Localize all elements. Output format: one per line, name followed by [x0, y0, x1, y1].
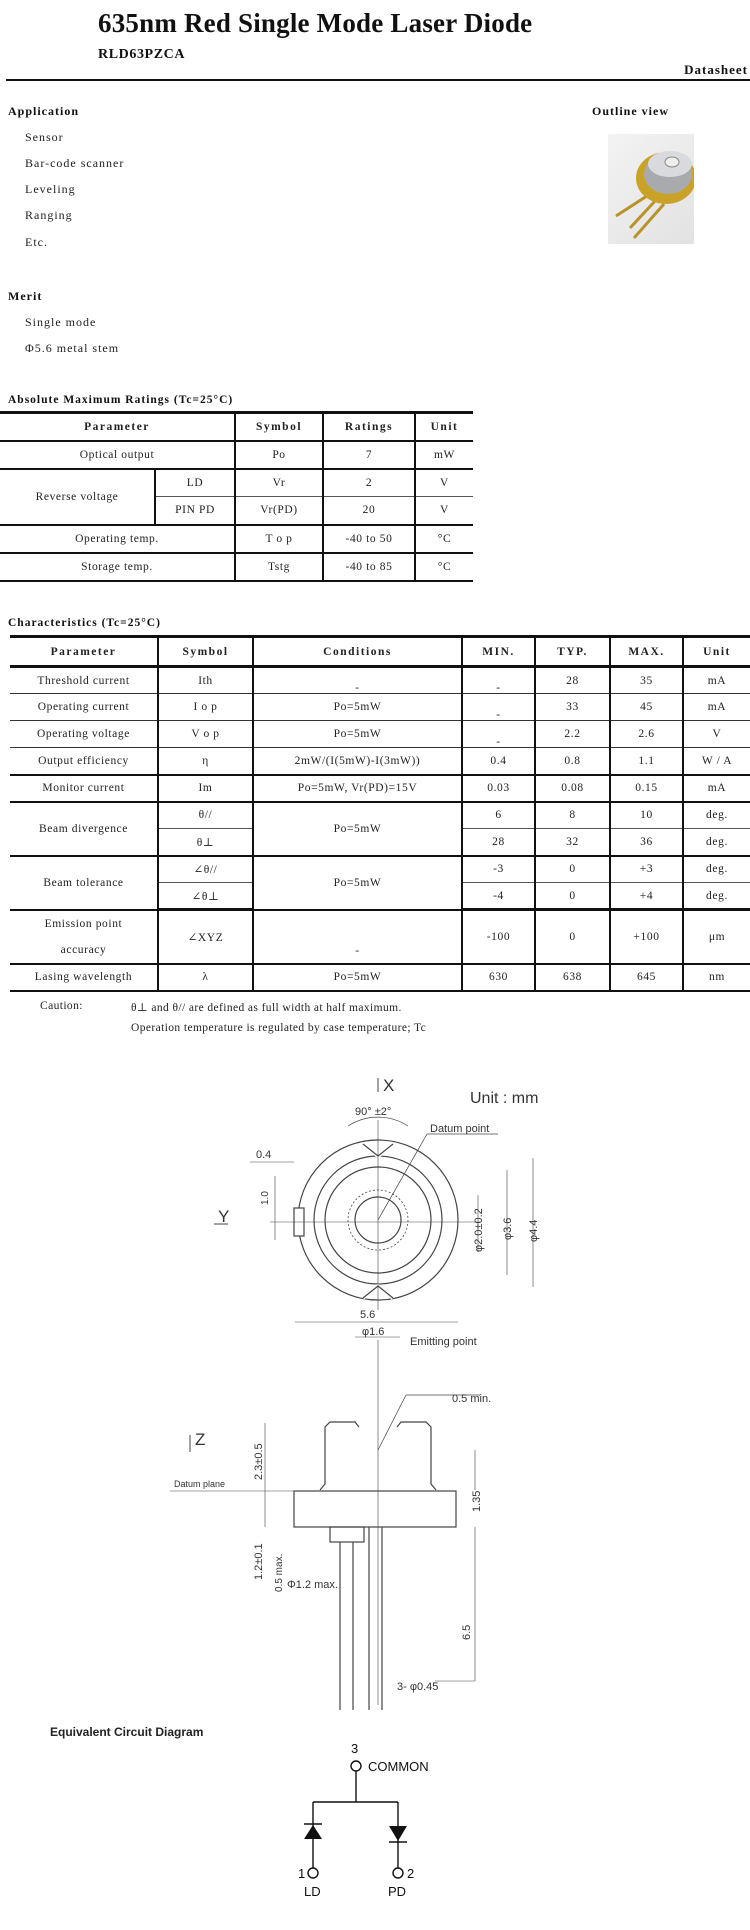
application-item: Bar-code scanner [25, 156, 125, 170]
col-header: MIN. [462, 637, 535, 667]
table-row: Output efficiency η 2mW/(I(5mW)-I(3mW)) 0.4 0.8 1.1 W / A [10, 748, 750, 775]
col-header: Unit [683, 637, 750, 667]
application-item: Leveling [25, 182, 76, 196]
col-header: Ratings [323, 413, 415, 441]
col-header: Conditions [253, 637, 462, 667]
pin3-terminal-icon [351, 1761, 361, 1771]
pd-diode-icon [389, 1826, 407, 1841]
dim-label: φ1.6 [362, 1326, 385, 1338]
mechanical-drawing [150, 1040, 570, 1710]
pin3-number: 3 [351, 1741, 359, 1756]
axis-y-label: Y [218, 1207, 230, 1226]
table-row: Storage temp. Tstg -40 to 85 °C [0, 553, 473, 581]
dim-label: 5.6 [360, 1309, 376, 1321]
merit-item: Φ5.6 metal stem [25, 341, 120, 355]
pin2-label: PD [388, 1884, 407, 1899]
table-row: Monitor current Im Po=5mW, Vr(PD)=15V 0.03 0.08 0.15 mA [10, 775, 750, 802]
table-row: Operating current I o p Po=5mW - 33 45 mA [10, 694, 750, 721]
application-heading: Application [8, 104, 80, 118]
table-row: Reverse voltage LD Vr 2 V [0, 469, 473, 497]
table-row: Operating temp. T o p -40 to 50 °C [0, 525, 473, 553]
datum-point-label: Datum point [430, 1123, 490, 1135]
col-header: Parameter [0, 413, 235, 441]
datum-plane-label: Datum plane [174, 1479, 226, 1489]
dim-label: φ4.4 [528, 1219, 540, 1242]
angle-label: 90° ±2° [355, 1106, 392, 1118]
col-header: TYP. [535, 637, 610, 667]
ld-diode-icon [304, 1825, 322, 1839]
col-header: Symbol [158, 637, 253, 667]
emitting-point-label: Emitting point [410, 1336, 477, 1348]
table-row: Beam tolerance ∠θ// Po=5mW -3 0 +3 deg. [10, 856, 750, 883]
pin2-terminal-icon [393, 1868, 403, 1878]
outline-heading: Outline view [592, 104, 669, 118]
dim-label: 0.5 max. [274, 1553, 285, 1592]
pin3-label: COMMON [368, 1759, 429, 1774]
application-item: Ranging [25, 208, 73, 222]
pin1-terminal-icon [308, 1868, 318, 1878]
col-header: Symbol [235, 413, 323, 441]
dim-label: 2.3±0.5 [253, 1443, 265, 1480]
dim-label: 1.0 [260, 1191, 271, 1205]
dim-label: 1.35 [471, 1490, 483, 1512]
unit-label: Unit : mm [470, 1090, 539, 1107]
dim-label: 0.4 [256, 1149, 272, 1161]
pin2-number: 2 [407, 1866, 415, 1881]
col-header: Parameter [10, 637, 158, 667]
pin1-number: 1 [298, 1866, 306, 1881]
characteristics-table [10, 635, 750, 992]
caution-line: θ⊥ and θ// are defined as full width at half maximum. [131, 1002, 402, 1014]
part-number: RLD63PZCA [98, 47, 186, 62]
table-row: θ⊥ 28 32 36 deg. [10, 829, 750, 856]
dim-label: φ3.6 [502, 1217, 514, 1240]
caution-line: Operation temperature is regulated by case temperature; Tc [131, 1022, 427, 1034]
col-header: Unit [415, 413, 473, 441]
pin1-label: LD [304, 1884, 321, 1899]
table-row: Lasing wavelength λ Po=5mW 630 638 645 nm [10, 964, 750, 991]
circuit-heading: Equivalent Circuit Diagram [50, 1725, 204, 1739]
table-row: Optical output Po 7 mW [0, 441, 473, 469]
caution-label: Caution: [40, 1000, 83, 1012]
axis-x-label: X [383, 1076, 395, 1095]
table-row: PIN PD Vr(PD) 20 V [0, 497, 473, 525]
equivalent-circuit-diagram [280, 1740, 480, 1900]
application-item: Sensor [25, 130, 64, 144]
table-row: Threshold current Ith - - 28 35 mA [10, 667, 750, 694]
characteristics-heading: Characteristics (Tc=25°C) [8, 617, 161, 629]
dim-label: 6.5 [461, 1624, 473, 1640]
dim-label: 1.2±0.1 [253, 1543, 265, 1580]
table-row: Emission point accuracy ∠XYZ - -100 0 +100 μm [10, 910, 750, 964]
doc-type-label: Datasheet [684, 62, 748, 77]
dim-label: 3- φ0.45 [397, 1681, 439, 1693]
abs-max-heading: Absolute Maximum Ratings (Tc=25°C) [8, 394, 234, 406]
page-title: 635nm Red Single Mode Laser Diode [98, 8, 533, 38]
header-divider [6, 79, 750, 81]
dim-label: 0.5 min. [452, 1393, 492, 1405]
table-row: Beam divergence θ// Po=5mW 6 8 10 deg. [10, 802, 750, 829]
abs-max-table [0, 411, 473, 582]
axis-z-label: Z [195, 1430, 206, 1449]
dim-label: φ2.0±0.2 [473, 1208, 485, 1252]
table-row: Operating voltage V o p Po=5mW - 2.2 2.6 V [10, 721, 750, 748]
merit-heading: Merit [8, 289, 43, 303]
application-item: Etc. [25, 235, 48, 249]
col-header: MAX. [610, 637, 683, 667]
table-row: ∠θ⊥ -4 0 +4 deg. [10, 883, 750, 910]
laser-diode-photo [608, 134, 694, 244]
laser-diode-icon [608, 134, 694, 244]
dim-label: Φ1.2 max. [287, 1579, 338, 1591]
merit-item: Single mode [25, 315, 97, 329]
